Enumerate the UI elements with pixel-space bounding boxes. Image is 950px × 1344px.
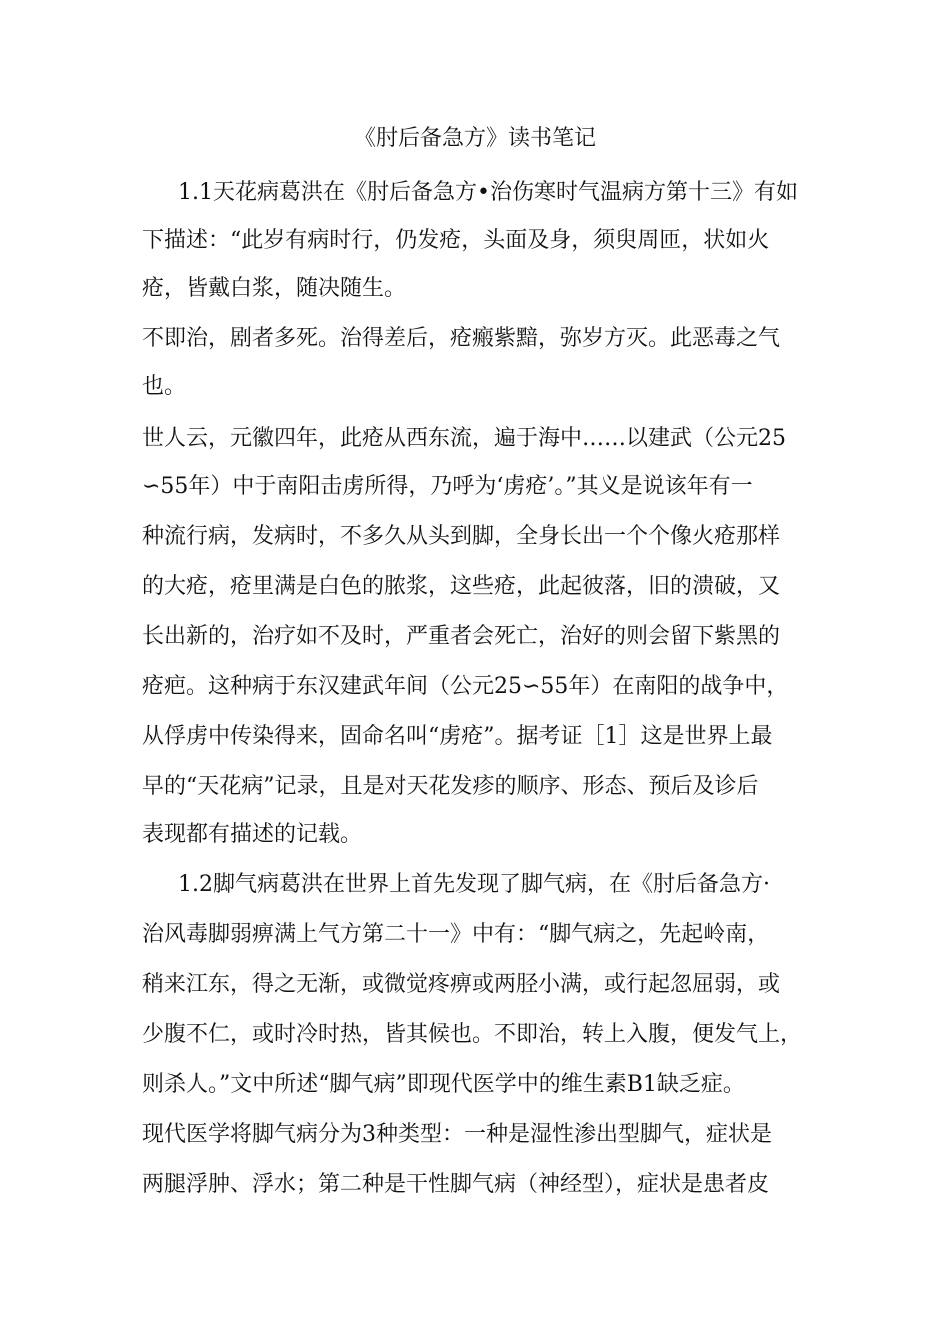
- text-line-1: 1.1天花病葛洪在《肘后备急方•治伤寒时气温病方第十三》有如: [178, 180, 798, 205]
- text-line-2: 下描述：“此岁有病时行，仍发疮，头面及身，须臾周匝，状如火: [142, 228, 770, 253]
- text-line-14: 表现都有描述的记载。: [142, 822, 363, 847]
- text-line-6: 世人云，元徽四年，此疮从西东流，遍于海中……以建武（公元25: [142, 426, 786, 451]
- text-line-12: 从俘虏中传染得来，固命名叫“虏疮”。据考证［1］这是世界上最: [142, 724, 773, 749]
- text-line-15: 1.2脚气病葛洪在世界上首先发现了脚气病，在《肘后备急方·: [178, 872, 770, 897]
- text-line-3: 疮，皆戴白浆，随决随生。: [142, 276, 407, 301]
- text-line-17: 稍来江东，得之无渐，或微觉疼痹或两胫小满，或行起忽屈弱，或: [142, 972, 781, 997]
- text-line-9: 的大疮，疮里满是白色的脓浆，这些疮，此起彼落，旧的溃破，又: [142, 574, 781, 599]
- text-line-20: 现代医学将脚气病分为3种类型：一种是湿性渗出型脚气，症状是: [142, 1122, 772, 1147]
- text-line-21: 两腿浮肿、浮水；第二种是干性脚气病（神经型），症状是患者皮: [142, 1172, 770, 1197]
- text-line-16: 治风毒脚弱痹满上气方第二十一》中有：“脚气病之，先起岭南，: [142, 922, 770, 947]
- text-line-7: ∽55年）中于南阳击虏所得，乃呼为‘虏疮’。”其义是说该年有一: [142, 474, 753, 499]
- text-line-5: 也。: [142, 374, 187, 399]
- text-line-13: 早的“天花病”记录，且是对天花发疹的顺序、形态、预后及诊后: [142, 774, 759, 799]
- text-line-11: 疮疤。这种病于东汉建武年间（公元25∽55年）在南阳的战争中，: [142, 674, 789, 699]
- text-line-19: 则杀人。”文中所述“脚气病”即现代医学中的维生素B1缺乏症。: [142, 1072, 745, 1097]
- text-line-10: 长出新的，治疗如不及时，严重者会死亡，治好的则会留下紫黑的: [142, 624, 781, 649]
- text-line-18: 少腹不仁，或时冷时热，皆其候也。不即治，转上入腹，便发气上，: [142, 1022, 803, 1047]
- document-title: 《肘后备急方》读书笔记: [353, 126, 596, 151]
- text-line-4: 不即治，剧者多死。治得差后，疮瘢紫黯，弥岁方灭。此恶毒之气: [142, 326, 781, 351]
- text-line-8: 种流行病，发病时，不多久从头到脚，全身长出一个个像火疮那样: [142, 524, 781, 549]
